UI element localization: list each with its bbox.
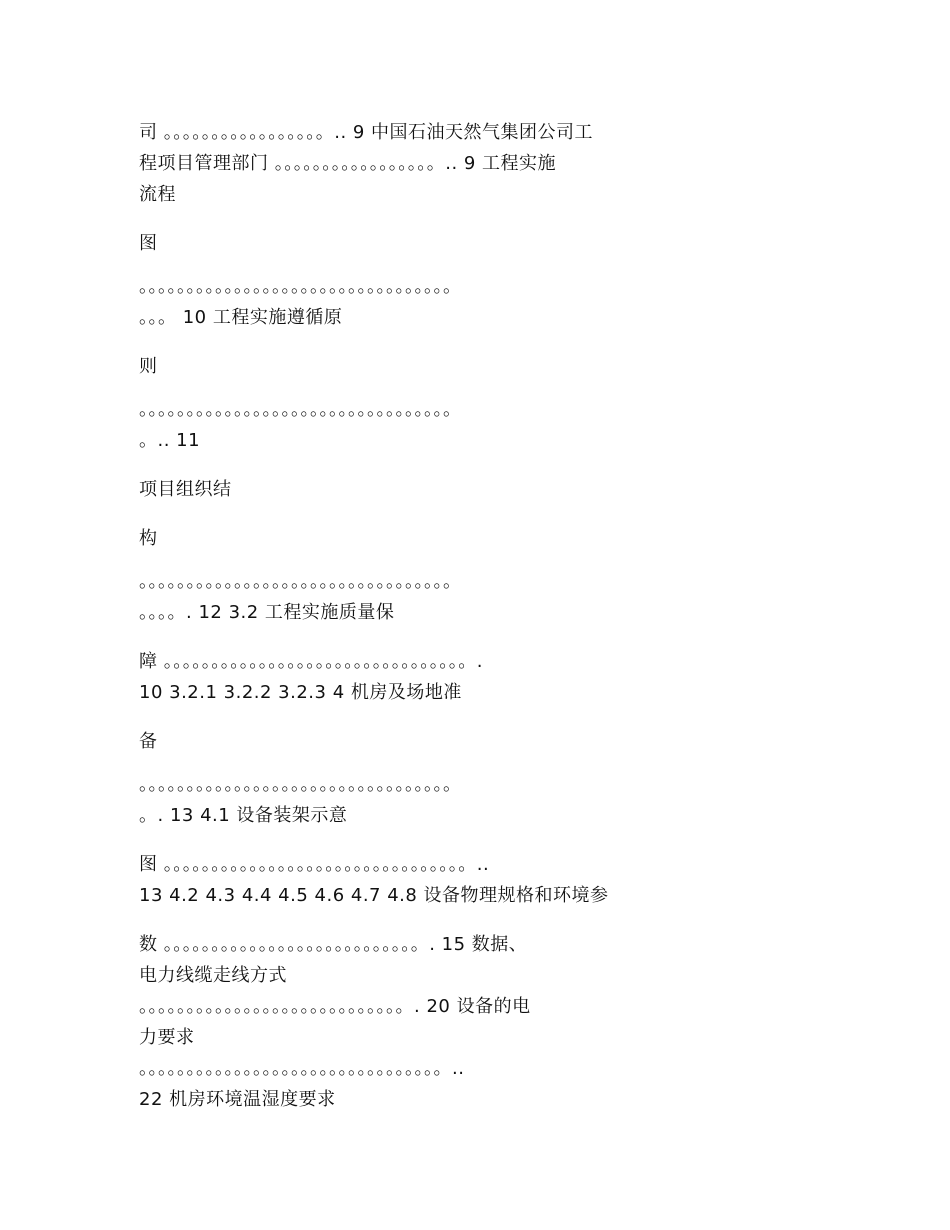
- toc-line: 障 。。。。。。。。。。。。。。。。。。。。。。。。。。。。。。。。.: [139, 651, 483, 672]
- toc-line: 司 。。。。。。。。。。。。。。。。。.. 9 中国石油天然气集团公司工: [139, 122, 594, 143]
- toc-line: 13 4.2 4.3 4.4 4.5 4.6 4.7 4.8 设备物理规格和环境参: [139, 885, 609, 906]
- toc-line: 备: [139, 731, 158, 752]
- toc-line: 。。。 10 工程实施遵循原: [139, 307, 343, 328]
- toc-line: 22 机房环境温湿度要求: [139, 1089, 336, 1110]
- toc-line: 构: [139, 528, 158, 549]
- toc-line: 电力线缆走线方式: [139, 965, 287, 986]
- toc-line: 10 3.2.1 3.2.2 3.2.3 4 机房及场地准: [139, 682, 462, 703]
- toc-line: 。. 13 4.1 设备装架示意: [139, 805, 348, 826]
- toc-line: 。。。。。。。。。。。。。。。。。。。。。。。。。。。。. 20 设备的电: [139, 996, 531, 1017]
- toc-line: 。。。。. 12 3.2 工程实施质量保: [139, 602, 395, 623]
- toc-line: 数 。。。。。。。。。。。。。。。。。。。。。。。。。。。. 15 数据、: [139, 934, 528, 955]
- toc-line: 图: [139, 233, 158, 254]
- toc-line: 项目组织结: [139, 479, 232, 500]
- toc-line: 。。。。。。。。。。。。。。。。。。。。。。。。。。。。。。。。。: [139, 571, 462, 592]
- toc-line: 力要求: [139, 1027, 195, 1048]
- toc-line: 。。。。。。。。。。。。。。。。。。。。。。。。。。。。。。。。。: [139, 399, 462, 420]
- toc-line: 图 。。。。。。。。。。。。。。。。。。。。。。。。。。。。。。。。..: [139, 854, 490, 875]
- toc-line: 流程: [139, 184, 176, 205]
- toc-line: 程项目管理部门 。。。。。。。。。。。。。。。。。.. 9 工程实施: [139, 153, 557, 174]
- toc-line: 。.. 11: [139, 430, 201, 451]
- table-of-contents: [139, 117, 811, 1115]
- toc-line: 则: [139, 356, 158, 377]
- toc-line: 。。。。。。。。。。。。。。。。。。。。。。。。。。。。。。。。。: [139, 276, 462, 297]
- toc-line: 。。。。。。。。。。。。。。。。。。。。。。。。。。。。。。。。..: [139, 1058, 465, 1079]
- toc-line: 。。。。。。。。。。。。。。。。。。。。。。。。。。。。。。。。。: [139, 774, 462, 795]
